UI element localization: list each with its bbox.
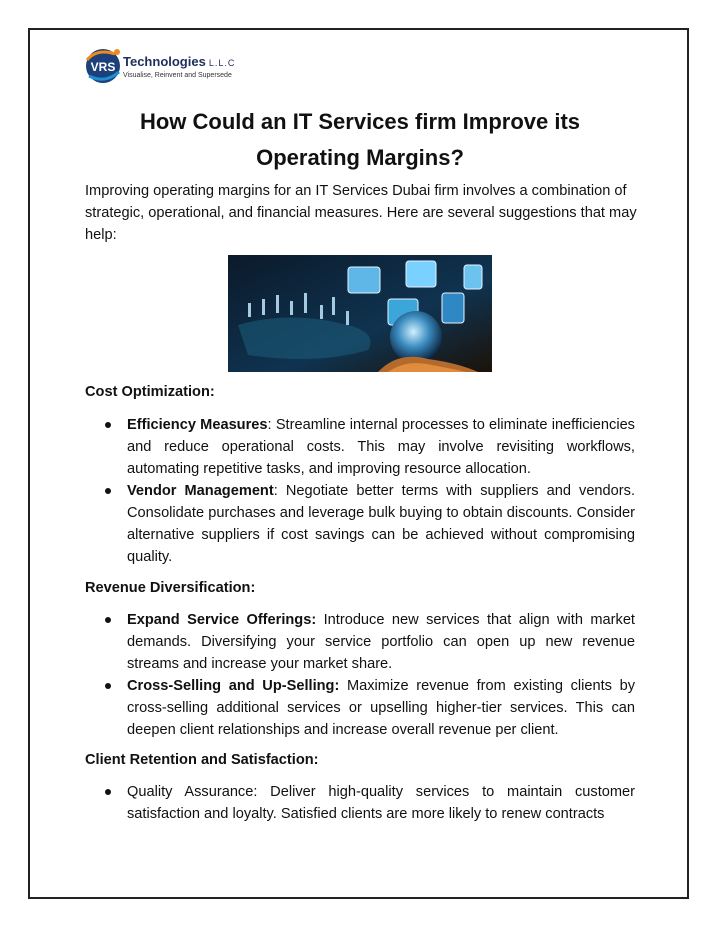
bullet-body: Maximize revenue from existing clients by cross-selling additional services or upselling higher-tier services. This can deepen client relationships and increase overall revenue per client. (127, 678, 636, 738)
bullet-body: Negotiate better terms with suppliers and vendors. Consolidate purchases and leverage bulk buying to obtain discounts. Consider alternative suppliers if cost savings can be achieved without compromising quality. (127, 483, 635, 565)
intro-paragraph: Improving operating margins for an IT Services Dubai firm involves a combination of strategic, operational, and financial measures. Here are several suggestions that may help: (85, 183, 637, 243)
bullet-lead: Vendor Management (127, 483, 274, 499)
bullet-icon (105, 488, 111, 494)
bullet-icon (105, 422, 111, 428)
bullet-body: Introduce new services that align with market demands. Diversifying your service portfolio can open up new revenue streams and increase your market share. (127, 612, 635, 672)
document-title (100, 104, 620, 176)
section-heading-client-retention: Client Retention and Satisfaction: (85, 752, 319, 768)
bullet-text (127, 781, 635, 825)
bullet-body: Streamline internal processes to eliminate inefficiencies and reduce operational costs. This may involve revisiting workflows, automating repetitive tasks, and improving resource allocation. (127, 417, 635, 477)
title-line-2: Operating Margins? (256, 145, 464, 170)
bullet-text (127, 414, 635, 480)
section-heading-cost-optimization: Cost Optimization: (85, 384, 215, 400)
bullet-text (127, 609, 635, 675)
section-heading-revenue-diversification: Revenue Diversification: (85, 580, 256, 596)
company-logo (83, 44, 253, 86)
title-line-1: How Could an IT Services firm Improve its (139, 109, 581, 134)
bullet-lead: Efficiency Measures (127, 417, 268, 433)
bullet-icon (105, 789, 111, 795)
hero-image (228, 255, 492, 372)
logo-brand-mark: VRS (90, 60, 116, 74)
bullet-lead: Expand Service Offerings: (127, 612, 317, 628)
bullet-sep: : (267, 417, 272, 433)
bullet-lead: Cross-Selling and Up-Selling: (127, 678, 340, 694)
logo-name (123, 54, 235, 69)
bullet-text (127, 675, 635, 741)
logo-company-name: Technologies (123, 54, 206, 69)
logo-tagline: Visualise, Reinvent and Supersede (123, 72, 232, 79)
bullet-icon (105, 683, 111, 689)
logo-suffix: L.L.C (208, 58, 236, 68)
bullet-body: Quality Assurance: Deliver high-quality services to maintain customer satisfaction and loyalty. Satisfied clients are more likely to renew contracts (127, 784, 635, 822)
bullet-sep: : (273, 483, 278, 499)
vrs-logo-icon (83, 44, 127, 86)
bullet-text (127, 480, 635, 568)
bullet-icon (105, 617, 111, 623)
